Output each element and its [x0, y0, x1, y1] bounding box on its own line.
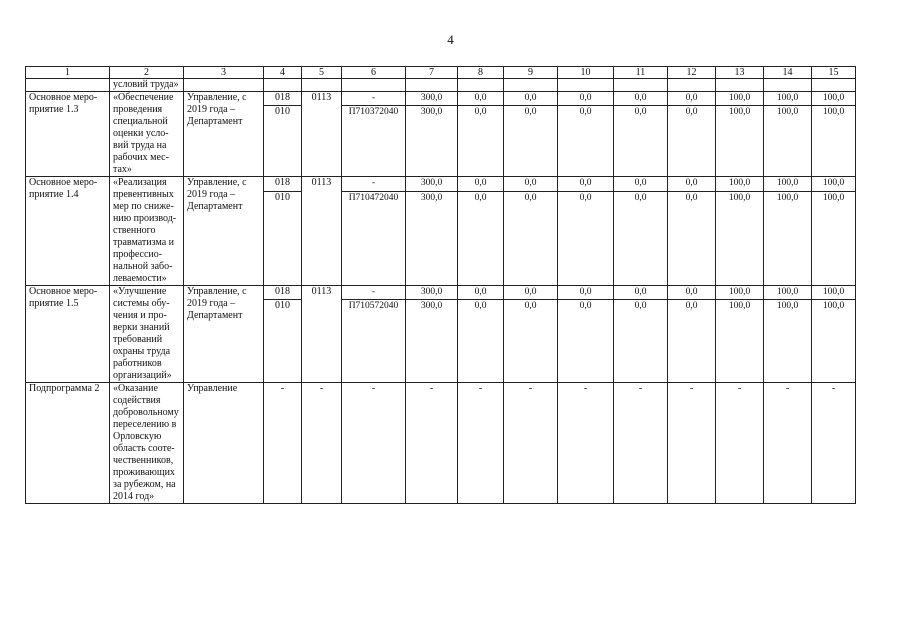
value-cell: 0,0 [668, 286, 716, 300]
column-number-row [26, 67, 856, 79]
value-cell: 0,0 [504, 286, 558, 300]
column-header: 5 [302, 67, 342, 79]
csr-code: П710472040 [342, 192, 406, 286]
value-cell: 0,0 [614, 286, 668, 300]
grbs-code: 010 [264, 299, 302, 382]
value-cell: 0,0 [558, 106, 614, 177]
value-cell: 0,0 [504, 299, 558, 382]
value-cell: - [716, 383, 764, 504]
value-cell: 100,0 [764, 177, 812, 192]
grbs-code: 010 [264, 192, 302, 286]
activity-description: «Улучшение системы обу-чения и про-верки знаний требований охраны труда работников организаций» [110, 286, 184, 383]
value-cell: 100,0 [764, 92, 812, 106]
value-cell: - [504, 383, 558, 504]
value-cell: 0,0 [558, 177, 614, 192]
grbs-code: 010 [264, 106, 302, 177]
value-cell: 0,0 [614, 92, 668, 106]
value-cell: 300,0 [406, 286, 458, 300]
subprogram-row [26, 383, 856, 504]
value-cell: 0,0 [504, 106, 558, 177]
column-header: 10 [558, 67, 614, 79]
value-cell: 0,0 [458, 286, 504, 300]
subprogram-name: Подпрограмма 2 [26, 383, 110, 504]
table-row [26, 286, 856, 300]
continuation-text: условий труда» [110, 79, 184, 92]
csr-code: П710572040 [342, 299, 406, 382]
value-cell: 0,0 [458, 299, 504, 382]
value-cell: 100,0 [812, 299, 856, 382]
column-header: 8 [458, 67, 504, 79]
grbs-code: 018 [264, 177, 302, 192]
column-header: 7 [406, 67, 458, 79]
activity-name: Основное меро-приятие 1.5 [26, 286, 110, 383]
column-header: 1 [26, 67, 110, 79]
csr-code: - [342, 177, 406, 192]
grbs-code: 018 [264, 286, 302, 300]
activity-executor: Управление, с 2019 года – Департамент [184, 92, 264, 177]
value-cell: 100,0 [764, 286, 812, 300]
grbs-code: 018 [264, 92, 302, 106]
value-cell: 100,0 [764, 106, 812, 177]
value-cell: - [764, 383, 812, 504]
value-cell: 0,0 [614, 177, 668, 192]
column-header: 4 [264, 67, 302, 79]
value-cell: 100,0 [764, 299, 812, 382]
page-number: 4 [447, 32, 454, 47]
column-header: 14 [764, 67, 812, 79]
value-cell: 0,0 [668, 299, 716, 382]
activity-description: «Обеспечение проведения специальной оценки усло-вий труда на рабочих мес-тах» [110, 92, 184, 177]
value-cell: 100,0 [716, 177, 764, 192]
value-cell: 100,0 [716, 106, 764, 177]
value-cell: 0,0 [668, 177, 716, 192]
table-row [26, 177, 856, 192]
value-cell: 300,0 [406, 106, 458, 177]
value-cell: 0,0 [558, 192, 614, 286]
column-header: 6 [342, 67, 406, 79]
value-cell: 0,0 [458, 192, 504, 286]
value-cell: 0,0 [668, 106, 716, 177]
table-row [26, 92, 856, 106]
csr-code: П710372040 [342, 106, 406, 177]
value-cell: 100,0 [716, 299, 764, 382]
column-header: 12 [668, 67, 716, 79]
value-cell: 0,0 [458, 92, 504, 106]
continuation-row [26, 79, 856, 92]
column-header: 11 [614, 67, 668, 79]
value-cell: 0,0 [614, 299, 668, 382]
rzpr-code: 0113 [302, 177, 342, 286]
column-header: 3 [184, 67, 264, 79]
csr-code: - [342, 92, 406, 106]
value-cell: 0,0 [558, 286, 614, 300]
column-header: 9 [504, 67, 558, 79]
value-cell: - [668, 383, 716, 504]
rzpr-code: 0113 [302, 286, 342, 383]
value-cell: 300,0 [406, 299, 458, 382]
value-cell: 100,0 [812, 286, 856, 300]
value-cell: 100,0 [764, 192, 812, 286]
value-cell: 0,0 [458, 177, 504, 192]
value-cell: 0,0 [504, 192, 558, 286]
subprogram-executor: Управление [184, 383, 264, 504]
value-cell: - [264, 383, 302, 504]
value-cell: 0,0 [614, 192, 668, 286]
value-cell: 300,0 [406, 192, 458, 286]
value-cell: 100,0 [812, 106, 856, 177]
value-cell: 0,0 [458, 106, 504, 177]
value-cell: 100,0 [812, 177, 856, 192]
value-cell: 0,0 [558, 299, 614, 382]
value-cell: 0,0 [504, 177, 558, 192]
value-cell: 300,0 [406, 177, 458, 192]
value-cell: - [302, 383, 342, 504]
value-cell: 0,0 [668, 192, 716, 286]
value-cell: 100,0 [716, 286, 764, 300]
activity-name: Основное меро-приятие 1.3 [26, 92, 110, 177]
value-cell: - [614, 383, 668, 504]
value-cell: 100,0 [716, 192, 764, 286]
value-cell: - [812, 383, 856, 504]
value-cell: 100,0 [812, 92, 856, 106]
csr-code: - [342, 286, 406, 300]
value-cell: - [406, 383, 458, 504]
value-cell: 100,0 [812, 192, 856, 286]
column-header: 13 [716, 67, 764, 79]
budget-table [25, 66, 856, 504]
subprogram-description: «Оказание содействия добровольному переселению в Орловскую область сооте-чественников, проживающих за рубежом, на 2014 год» [110, 383, 184, 504]
rzpr-code: 0113 [302, 92, 342, 177]
value-cell: - [558, 383, 614, 504]
value-cell: 0,0 [558, 92, 614, 106]
value-cell: 0,0 [668, 92, 716, 106]
value-cell: 0,0 [614, 106, 668, 177]
column-header: 15 [812, 67, 856, 79]
activity-description: «Реализация превентивных мер по сниже-нию производ-ственного травматизма и профессио-нальной забо-леваемости» [110, 177, 184, 286]
activity-executor: Управление, с 2019 года – Департамент [184, 177, 264, 286]
column-header: 2 [110, 67, 184, 79]
value-cell: 300,0 [406, 92, 458, 106]
activity-executor: Управление, с 2019 года – Департамент [184, 286, 264, 383]
value-cell: - [458, 383, 504, 504]
value-cell: 0,0 [504, 92, 558, 106]
activity-name: Основное меро-приятие 1.4 [26, 177, 110, 286]
value-cell: 100,0 [716, 92, 764, 106]
value-cell: - [342, 383, 406, 504]
